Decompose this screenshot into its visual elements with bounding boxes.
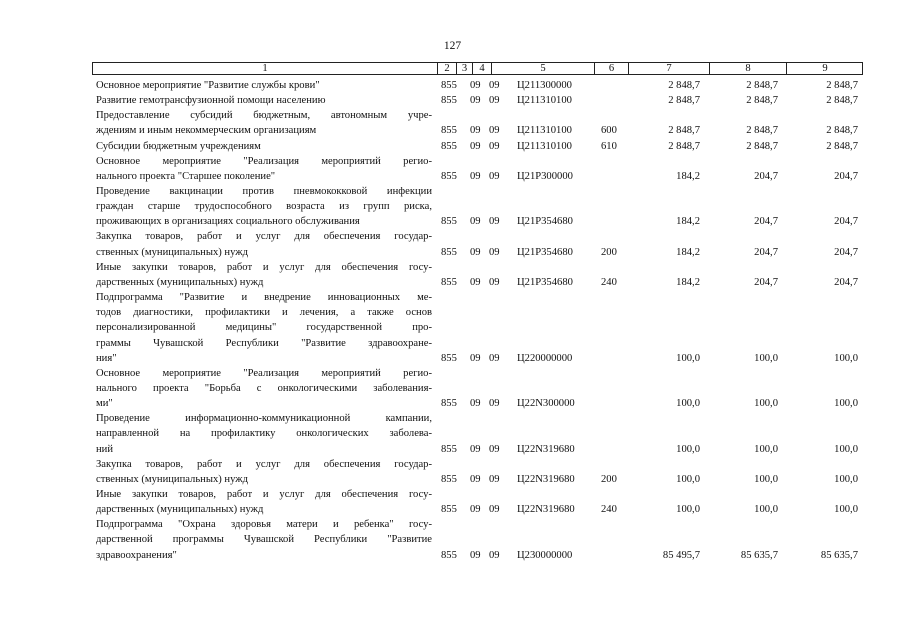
cell-amount-2: 2 848,7 bbox=[746, 125, 778, 137]
cell-admin-code: 855 bbox=[441, 246, 457, 258]
page-number: 127 bbox=[443, 40, 462, 52]
cell-amount-3: 2 848,7 bbox=[826, 140, 858, 152]
row-name-line: дарственной программы Чувашской Республики "Развитие bbox=[96, 534, 432, 546]
cell-amount-3: 204,7 bbox=[834, 276, 858, 288]
table-row bbox=[0, 517, 905, 562]
cell-expense-type: 240 bbox=[601, 276, 617, 288]
row-name-line: Закупка товаров, работ и услуг для обеспечения государ- bbox=[96, 458, 432, 470]
cell-subsection: 09 bbox=[489, 140, 500, 152]
cell-amount-3: 2 848,7 bbox=[826, 79, 858, 91]
cell-amount-1: 85 495,7 bbox=[662, 549, 700, 561]
cell-section: 09 bbox=[470, 549, 481, 561]
cell-amount-3: 85 635,7 bbox=[820, 549, 858, 561]
row-name-line: ний bbox=[96, 443, 114, 455]
cell-target-article: Ц22N300000 bbox=[517, 398, 575, 410]
cell-section: 09 bbox=[470, 140, 481, 152]
row-name bbox=[96, 154, 432, 184]
cell-expense-type: 200 bbox=[601, 246, 617, 258]
cell-amount-2: 100,0 bbox=[754, 504, 778, 516]
row-name-line: Проведение вакцинации против пневмококковой инфекции bbox=[96, 186, 432, 198]
cell-amount-2: 2 848,7 bbox=[746, 140, 778, 152]
row-name bbox=[96, 184, 432, 229]
cell-subsection: 09 bbox=[489, 125, 500, 137]
row-name-line: ственных (муниципальных) нужд bbox=[96, 246, 248, 258]
cell-target-article: Ц211300000 bbox=[517, 79, 572, 91]
cell-amount-3: 204,7 bbox=[834, 170, 858, 182]
table-row bbox=[0, 108, 905, 138]
cell-amount-1: 100,0 bbox=[676, 398, 700, 410]
cell-amount-3: 100,0 bbox=[834, 352, 858, 364]
cell-amount-3: 2 848,7 bbox=[826, 125, 858, 137]
cell-admin-code: 855 bbox=[441, 216, 457, 228]
cell-amount-1: 100,0 bbox=[676, 473, 700, 485]
table-row bbox=[0, 457, 905, 487]
row-name-line: граждан старше трудоспособного возраста из групп риска, bbox=[96, 201, 432, 213]
header-col-7: 7 bbox=[629, 63, 710, 74]
row-name bbox=[96, 290, 432, 366]
table-row bbox=[0, 154, 905, 184]
cell-admin-code: 855 bbox=[441, 125, 457, 137]
row-name-line: ждениям и иным некоммерческим организациям bbox=[96, 125, 317, 137]
row-name-line: нального проекта "Старшее поколение" bbox=[96, 170, 276, 182]
cell-amount-2: 2 848,7 bbox=[746, 95, 778, 107]
cell-admin-code: 855 bbox=[441, 140, 457, 152]
cell-amount-3: 100,0 bbox=[834, 443, 858, 455]
row-name bbox=[96, 411, 432, 456]
cell-amount-2: 100,0 bbox=[754, 473, 778, 485]
cell-subsection: 09 bbox=[489, 398, 500, 410]
row-name-line: граммы Чувашской Республики "Развитие здравоохране- bbox=[96, 337, 432, 349]
cell-amount-2: 100,0 bbox=[754, 398, 778, 410]
cell-amount-2: 2 848,7 bbox=[746, 79, 778, 91]
table-body bbox=[0, 78, 905, 563]
cell-subsection: 09 bbox=[489, 473, 500, 485]
row-name-line: нального проекта "Борьба с онкологическими заболевания- bbox=[96, 382, 432, 394]
row-name bbox=[96, 139, 432, 154]
table-row bbox=[0, 487, 905, 517]
cell-target-article: Ц22N319680 bbox=[517, 504, 575, 516]
cell-amount-2: 100,0 bbox=[754, 352, 778, 364]
cell-target-article: Ц22N319680 bbox=[517, 443, 575, 455]
cell-section: 09 bbox=[470, 276, 481, 288]
row-name-line: персонализированной медицины" государственной про- bbox=[96, 322, 432, 334]
row-name-line: Основное мероприятие "Реализация мероприятий регио- bbox=[96, 155, 432, 167]
row-name bbox=[96, 108, 432, 138]
cell-subsection: 09 bbox=[489, 504, 500, 516]
cell-admin-code: 855 bbox=[441, 276, 457, 288]
row-name-line: ми" bbox=[96, 398, 113, 410]
cell-admin-code: 855 bbox=[441, 443, 457, 455]
row-name-line: Основное мероприятие "Развитие службы крови" bbox=[96, 80, 320, 91]
table-row bbox=[0, 366, 905, 411]
cell-admin-code: 855 bbox=[441, 473, 457, 485]
row-name bbox=[96, 457, 432, 487]
row-name-line: тодов диагностики, профилактики и лечения, а также основ bbox=[96, 307, 432, 319]
cell-amount-1: 100,0 bbox=[676, 504, 700, 516]
table-row bbox=[0, 411, 905, 456]
cell-target-article: Ц21P354680 bbox=[517, 276, 573, 288]
cell-amount-1: 184,2 bbox=[676, 246, 700, 258]
cell-section: 09 bbox=[470, 443, 481, 455]
cell-section: 09 bbox=[470, 95, 481, 107]
cell-target-article: Ц211310100 bbox=[517, 140, 572, 152]
row-name-line: направленной на профилактику онкологических заболева- bbox=[96, 428, 432, 440]
cell-expense-type: 600 bbox=[601, 125, 617, 137]
row-name bbox=[96, 487, 432, 517]
cell-amount-2: 204,7 bbox=[754, 216, 778, 228]
cell-subsection: 09 bbox=[489, 170, 500, 182]
table-row bbox=[0, 139, 905, 154]
cell-expense-type: 240 bbox=[601, 504, 617, 516]
cell-amount-3: 100,0 bbox=[834, 398, 858, 410]
row-name-line: Иные закупки товаров, работ и услуг для обеспечения госу- bbox=[96, 488, 432, 500]
cell-subsection: 09 bbox=[489, 549, 500, 561]
cell-admin-code: 855 bbox=[441, 398, 457, 410]
table-row bbox=[0, 184, 905, 229]
cell-target-article: Ц21P300000 bbox=[517, 170, 573, 182]
row-name bbox=[96, 366, 432, 411]
cell-amount-1: 2 848,7 bbox=[668, 95, 700, 107]
cell-expense-type: 200 bbox=[601, 473, 617, 485]
cell-amount-2: 204,7 bbox=[754, 276, 778, 288]
cell-section: 09 bbox=[470, 398, 481, 410]
cell-section: 09 bbox=[470, 504, 481, 516]
cell-admin-code: 855 bbox=[441, 352, 457, 364]
row-name-line: ственных (муниципальных) нужд bbox=[96, 473, 248, 485]
cell-target-article: Ц230000000 bbox=[517, 549, 573, 561]
row-name-line: Подпрограмма "Охрана здоровья матери и ребенка" госу- bbox=[96, 519, 432, 531]
cell-amount-3: 204,7 bbox=[834, 216, 858, 228]
cell-amount-3: 204,7 bbox=[834, 246, 858, 258]
cell-admin-code: 855 bbox=[441, 170, 457, 182]
table-row bbox=[0, 290, 905, 366]
row-name-line: проживающих в организациях социального обслуживания bbox=[96, 216, 360, 228]
cell-subsection: 09 bbox=[489, 79, 500, 91]
row-name-line: Проведение информационно-коммуникационной кампании, bbox=[96, 413, 432, 425]
cell-target-article: Ц22N319680 bbox=[517, 473, 575, 485]
row-name-line: Подпрограмма "Развитие и внедрение инновационных ме- bbox=[96, 292, 432, 304]
cell-section: 09 bbox=[470, 170, 481, 182]
row-name-line: Субсидии бюджетным учреждениям bbox=[96, 140, 261, 152]
header-col-2: 2 bbox=[438, 63, 457, 74]
cell-target-article: Ц211310100 bbox=[517, 125, 572, 137]
table-row bbox=[0, 229, 905, 259]
row-name bbox=[96, 517, 432, 562]
cell-target-article: Ц211310100 bbox=[517, 95, 572, 107]
row-name-line: здравоохранения" bbox=[96, 549, 177, 561]
cell-section: 09 bbox=[470, 246, 481, 258]
header-col-8: 8 bbox=[710, 63, 787, 74]
cell-amount-1: 184,2 bbox=[676, 276, 700, 288]
cell-amount-1: 100,0 bbox=[676, 352, 700, 364]
header-col-4: 4 bbox=[473, 63, 492, 74]
header-col-5: 5 bbox=[492, 63, 595, 74]
row-name bbox=[96, 260, 432, 290]
cell-amount-1: 2 848,7 bbox=[668, 125, 700, 137]
row-name-line: Развитие гемотрансфузионной помощи населению bbox=[96, 95, 326, 107]
cell-amount-3: 2 848,7 bbox=[826, 95, 858, 107]
table-row bbox=[0, 93, 905, 108]
row-name-line: Предоставление субсидий бюджетным, автономным учре- bbox=[96, 110, 432, 122]
cell-section: 09 bbox=[470, 473, 481, 485]
row-name-line: дарственных (муниципальных) нужд bbox=[96, 276, 264, 288]
cell-admin-code: 855 bbox=[441, 504, 457, 516]
row-name-line: Основное мероприятие "Реализация мероприятий регио- bbox=[96, 367, 432, 379]
cell-target-article: Ц21P354680 bbox=[517, 246, 573, 258]
cell-amount-3: 100,0 bbox=[834, 504, 858, 516]
cell-amount-1: 184,2 bbox=[676, 170, 700, 182]
cell-subsection: 09 bbox=[489, 276, 500, 288]
cell-amount-2: 100,0 bbox=[754, 443, 778, 455]
row-name bbox=[96, 93, 432, 108]
cell-amount-3: 100,0 bbox=[834, 473, 858, 485]
cell-admin-code: 855 bbox=[441, 79, 457, 91]
cell-target-article: Ц21P354680 bbox=[517, 216, 573, 228]
cell-amount-2: 204,7 bbox=[754, 170, 778, 182]
header-col-1: 1 bbox=[93, 63, 438, 74]
cell-amount-2: 204,7 bbox=[754, 246, 778, 258]
table-row bbox=[0, 78, 905, 93]
cell-amount-1: 100,0 bbox=[676, 443, 700, 455]
row-name-line: Закупка товаров, работ и услуг для обеспечения государ- bbox=[96, 231, 432, 243]
header-col-6: 6 bbox=[595, 63, 629, 74]
row-name-line: Иные закупки товаров, работ и услуг для обеспечения госу- bbox=[96, 261, 432, 273]
cell-section: 09 bbox=[470, 79, 481, 91]
cell-subsection: 09 bbox=[489, 216, 500, 228]
cell-subsection: 09 bbox=[489, 95, 500, 107]
cell-section: 09 bbox=[470, 352, 481, 364]
cell-expense-type: 610 bbox=[601, 140, 617, 152]
cell-section: 09 bbox=[470, 216, 481, 228]
row-name bbox=[96, 78, 432, 93]
header-col-3: 3 bbox=[457, 63, 473, 74]
cell-amount-2: 85 635,7 bbox=[740, 549, 778, 561]
header-col-9: 9 bbox=[822, 63, 828, 74]
row-name-line: ния" bbox=[96, 352, 117, 364]
cell-subsection: 09 bbox=[489, 246, 500, 258]
cell-admin-code: 855 bbox=[441, 549, 457, 561]
cell-amount-1: 2 848,7 bbox=[668, 79, 700, 91]
cell-amount-1: 2 848,7 bbox=[668, 140, 700, 152]
cell-amount-1: 184,2 bbox=[676, 216, 700, 228]
row-name-line: дарственных (муниципальных) нужд bbox=[96, 504, 264, 516]
cell-subsection: 09 bbox=[489, 352, 500, 364]
cell-section: 09 bbox=[470, 125, 481, 137]
cell-subsection: 09 bbox=[489, 443, 500, 455]
table-row bbox=[0, 260, 905, 290]
cell-target-article: Ц220000000 bbox=[517, 352, 573, 364]
table-header bbox=[92, 62, 863, 75]
row-name bbox=[96, 229, 432, 259]
cell-admin-code: 855 bbox=[441, 95, 457, 107]
